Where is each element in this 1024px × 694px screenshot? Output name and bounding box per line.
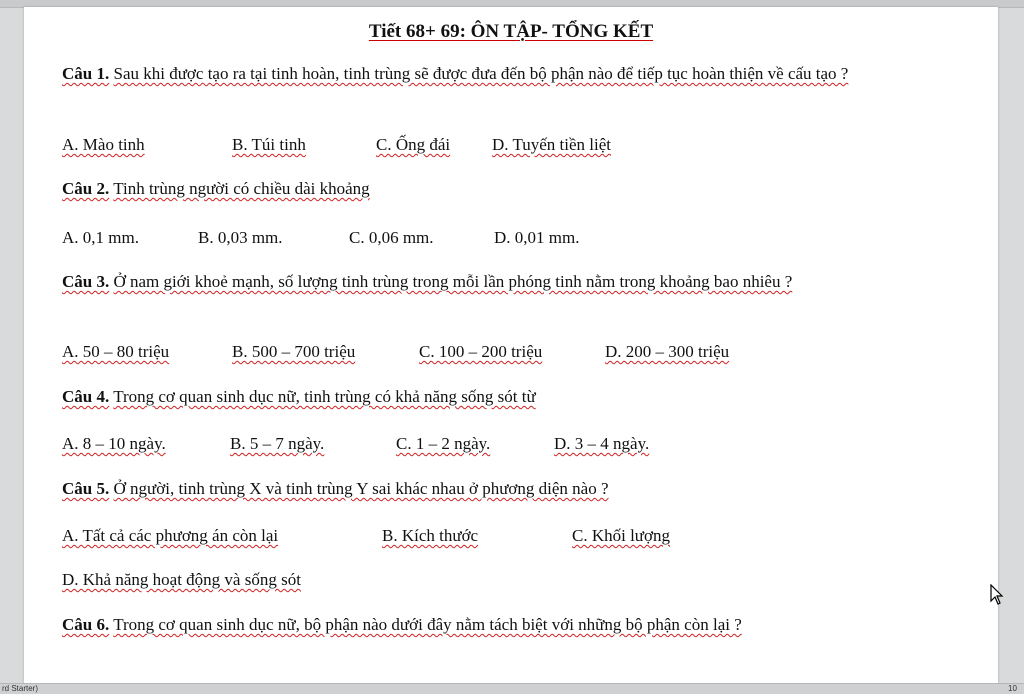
option-c: C. 0,06 mm. [349,228,434,247]
question-6 [62,612,957,638]
option-c: C. 100 – 200 triệu [419,342,543,361]
question-label: Câu 4. [62,387,110,406]
question-text: Trong cơ quan sinh dục nữ, tinh trùng có khả năng sống sót từ [113,387,536,406]
document-page[interactable] [24,7,998,683]
option-a: A. 0,1 mm. [62,228,139,247]
option-d: D. 0,01 mm. [494,228,580,247]
option-c: C. Ống đái [376,135,451,154]
option-b: B. 500 – 700 triệu [232,342,356,361]
status-left-text: rd Starter) [2,684,39,693]
option-d: D. 200 – 300 triệu [605,342,730,361]
status-right-text: 10 [1008,684,1017,693]
question-3 [62,269,957,295]
option-a: A. Mào tinh [62,135,145,154]
option-a: A. 50 – 80 triệu [62,342,170,361]
question-label: Câu 5. [62,479,110,498]
option-d: D. Tuyến tiền liệt [492,135,612,154]
question-label: Câu 6. [62,615,110,634]
status-bar [0,683,1024,694]
option-b: B. 5 – 7 ngày. [230,434,325,453]
option-c: C. 1 – 2 ngày. [396,434,491,453]
question-label: Câu 3. [62,272,110,291]
question-text: Ở nam giới khoẻ mạnh, số lượng tinh trùng trong mỗi lần phóng tinh nằm trong khoảng bao nhiêu ? [113,272,793,291]
option-b: B. 0,03 mm. [198,228,283,247]
question-label: Câu 1. [62,64,110,83]
page-title: Tiết 68+ 69: ÔN TẬP- TỔNG KẾT [368,21,654,42]
option-c: C. Khối lượng [572,526,671,545]
question-2 [62,176,957,202]
option-d: D. Khả năng hoạt động và sống sót [62,570,301,589]
option-a: A. 8 – 10 ngày. [62,434,166,453]
question-5 [62,476,957,502]
question-text: Tinh trùng người có chiều dài khoảng [113,179,370,198]
question-text: Sau khi được tạo ra tại tinh hoàn, tinh trùng sẽ được đưa đến bộ phận nào để tiếp tục hoàn thiện về cấu tạo ? [113,64,849,83]
question-text: Trong cơ quan sinh dục nữ, bộ phận nào dưới đây nằm tách biệt với những bộ phận còn lại ? [113,615,742,634]
option-b: B. Kích thước [382,526,479,545]
question-1 [62,61,957,87]
option-b: B. Túi tinh [232,135,306,154]
mouse-cursor-icon [990,584,1004,606]
question-text: Ở người, tinh trùng X và tinh trùng Y sai khác nhau ở phương diện nào ? [113,479,609,498]
question-label: Câu 2. [62,179,110,198]
question-4 [62,384,957,410]
option-a: A. Tất cả các phương án còn lại [62,526,279,545]
option-d: D. 3 – 4 ngày. [554,434,650,453]
